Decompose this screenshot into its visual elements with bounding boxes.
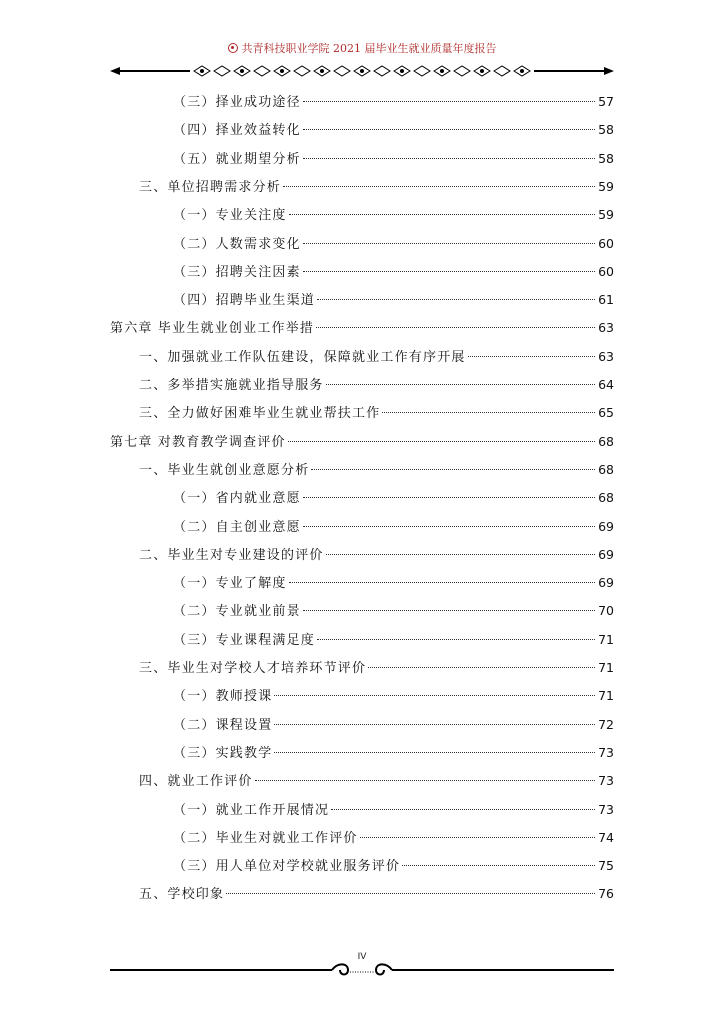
toc-entry[interactable] xyxy=(139,177,614,197)
toc-entry-title: （一）专业关注度 xyxy=(173,208,287,224)
toc-entry-page: 65 xyxy=(598,405,614,421)
toc-entry[interactable] xyxy=(110,432,614,452)
toc-leader-dots xyxy=(317,639,595,640)
toc-entry[interactable] xyxy=(173,573,614,593)
toc-entry-title: 三、毕业生对学校人才培养环节评价 xyxy=(139,661,367,676)
toc-entry[interactable] xyxy=(173,856,614,876)
toc-entry-page: 73 xyxy=(598,744,614,760)
toc-entry[interactable] xyxy=(173,686,614,706)
header-ornament xyxy=(110,64,614,78)
toc-entry-title: 一、毕业生就创业意愿分析 xyxy=(139,462,310,478)
toc-entry[interactable] xyxy=(139,884,614,904)
toc-entry-page: 68 xyxy=(598,433,614,449)
toc-leader-dots xyxy=(283,186,595,187)
toc-entry[interactable] xyxy=(173,262,614,282)
toc-entry-page: 69 xyxy=(598,575,614,591)
toc-leader-dots xyxy=(288,441,595,442)
page-number: IV xyxy=(357,952,367,962)
toc-entry[interactable] xyxy=(139,771,614,791)
toc-entry-title: 三、全力做好困难毕业生就业帮扶工作 xyxy=(139,406,381,422)
toc-leader-dots xyxy=(317,299,595,300)
toc-entry-page: 68 xyxy=(598,461,614,477)
toc-leader-dots xyxy=(289,214,595,215)
toc-entry-title: （三）择业成功途径 xyxy=(173,95,301,110)
toc-leader-dots xyxy=(360,837,595,838)
toc-entry[interactable] xyxy=(173,517,614,537)
toc-entry-title: （五）就业期望分析 xyxy=(173,151,301,167)
toc-entry-page: 60 xyxy=(598,263,614,279)
toc-entry-page: 59 xyxy=(598,207,614,223)
toc-entry-title: （二）人数需求变化 xyxy=(173,236,301,252)
toc-entry[interactable] xyxy=(173,828,614,848)
toc-entry-page: 68 xyxy=(598,490,614,506)
toc-entry-page: 63 xyxy=(598,348,614,364)
toc-leader-dots xyxy=(303,526,595,527)
toc-entry[interactable] xyxy=(139,375,614,395)
toc-entry-title: （三）招聘关注因素 xyxy=(173,264,301,280)
toc-entry-page: 73 xyxy=(598,773,614,789)
toc-leader-dots xyxy=(303,243,595,244)
toc-entry[interactable] xyxy=(173,120,614,140)
toc-entry-page: 61 xyxy=(598,292,614,308)
toc-leader-dots xyxy=(468,356,595,357)
toc-entry-page: 73 xyxy=(598,801,614,817)
toc-entry-page: 58 xyxy=(598,150,614,166)
toc-entry[interactable] xyxy=(139,658,614,678)
toc-entry-title: （四）招聘毕业生渠道 xyxy=(173,293,316,309)
toc-entry[interactable] xyxy=(173,601,614,621)
toc-entry[interactable] xyxy=(173,92,614,112)
toc-leader-dots xyxy=(303,101,595,102)
toc-entry-page: 71 xyxy=(598,688,614,704)
toc-entry-page: 64 xyxy=(598,377,614,392)
toc-entry-title: （三）专业课程满足度 xyxy=(173,632,316,648)
toc-entry-title: （一）专业了解度 xyxy=(173,576,287,592)
toc-entry[interactable] xyxy=(139,347,614,367)
toc-entry-page: 70 xyxy=(598,603,614,619)
toc-leader-dots xyxy=(303,610,595,611)
toc-entry[interactable] xyxy=(173,630,614,650)
toc-leader-dots xyxy=(316,327,595,328)
toc-entry-page: 71 xyxy=(598,631,614,647)
toc-entry-title: （四）择业效益转化 xyxy=(173,123,301,139)
toc-entry-title: （三）实践教学 xyxy=(173,745,273,761)
toc-entry-title: （一）教师授课 xyxy=(173,689,273,705)
toc-entry-page: 69 xyxy=(598,546,614,562)
toc-leader-dots xyxy=(255,780,595,781)
toc-entry-title: （二）课程设置 xyxy=(173,717,273,733)
toc-entry[interactable] xyxy=(173,205,614,225)
toc-entry-title: （一）省内就业意愿 xyxy=(173,491,301,507)
toc-entry-page: 76 xyxy=(598,886,614,902)
toc-leader-dots xyxy=(303,497,595,498)
footer-ornament xyxy=(110,960,614,980)
toc-entry-title: （二）专业就业前景 xyxy=(173,604,301,620)
toc-entry[interactable] xyxy=(110,318,614,338)
toc-entry-title: 第七章 对教育教学调查评价 xyxy=(110,434,286,450)
toc-entry[interactable] xyxy=(173,715,614,735)
toc-entry[interactable] xyxy=(173,743,614,763)
toc-entry[interactable] xyxy=(173,234,614,254)
toc-leader-dots xyxy=(331,809,595,810)
toc-leader-dots xyxy=(368,667,595,668)
toc-entry-page: 72 xyxy=(598,716,614,732)
toc-entry-title: 一、加强就业工作队伍建设，保障就业工作有序开展 xyxy=(139,349,466,365)
toc-entry-page: 58 xyxy=(598,122,614,138)
toc-entry-title: 二、多举措实施就业指导服务 xyxy=(139,378,324,393)
toc-entry-page: 63 xyxy=(598,320,614,336)
toc-entry-page: 69 xyxy=(598,518,614,534)
toc-leader-dots xyxy=(274,724,595,725)
toc-entry-page: 75 xyxy=(598,858,614,874)
toc-entry[interactable] xyxy=(173,290,614,310)
toc-entry-page: 59 xyxy=(598,178,614,194)
header-title: 共青科技职业学院 2021 届毕业生就业质量年度报告 xyxy=(241,42,497,55)
school-logo-icon xyxy=(228,43,238,53)
toc-leader-dots xyxy=(274,695,595,696)
toc-leader-dots xyxy=(326,384,595,385)
toc-entry[interactable] xyxy=(173,488,614,508)
toc-entry[interactable] xyxy=(139,403,614,423)
toc-entry-page: 60 xyxy=(598,235,614,251)
toc-entry[interactable] xyxy=(173,149,614,169)
toc-entry-title: （一）就业工作开展情况 xyxy=(173,802,330,818)
toc-entry[interactable] xyxy=(139,460,614,480)
toc-entry-title: （三）用人单位对学校就业服务评价 xyxy=(173,859,401,875)
toc-leader-dots xyxy=(303,271,595,272)
toc-entry-title: 四、就业工作评价 xyxy=(139,774,253,790)
toc-leader-dots xyxy=(226,893,595,894)
toc-entry[interactable] xyxy=(139,545,614,565)
toc-entry-title: （二）自主创业意愿 xyxy=(173,519,301,535)
toc-entry-title: 二、毕业生对专业建设的评价 xyxy=(139,547,324,563)
toc-entry-title: 第六章 毕业生就业创业工作举措 xyxy=(110,321,315,337)
toc-leader-dots xyxy=(274,752,595,753)
toc-entry-title: 五、学校印象 xyxy=(139,887,225,903)
toc-leader-dots xyxy=(303,158,595,159)
toc-entry-page: 74 xyxy=(598,829,614,845)
toc-entry[interactable] xyxy=(173,800,614,820)
toc-entry-page: 71 xyxy=(598,660,614,675)
page-header xyxy=(0,40,724,56)
toc-leader-dots xyxy=(311,469,595,470)
toc-entry-title: 三、单位招聘需求分析 xyxy=(139,179,282,195)
toc-entry-title: （二）毕业生对就业工作评价 xyxy=(173,830,358,846)
toc-leader-dots xyxy=(303,129,595,130)
toc-leader-dots xyxy=(326,554,595,555)
toc-leader-dots xyxy=(402,865,595,866)
toc-leader-dots xyxy=(382,412,595,413)
toc-entry-page: 57 xyxy=(598,94,614,109)
toc-leader-dots xyxy=(289,582,595,583)
